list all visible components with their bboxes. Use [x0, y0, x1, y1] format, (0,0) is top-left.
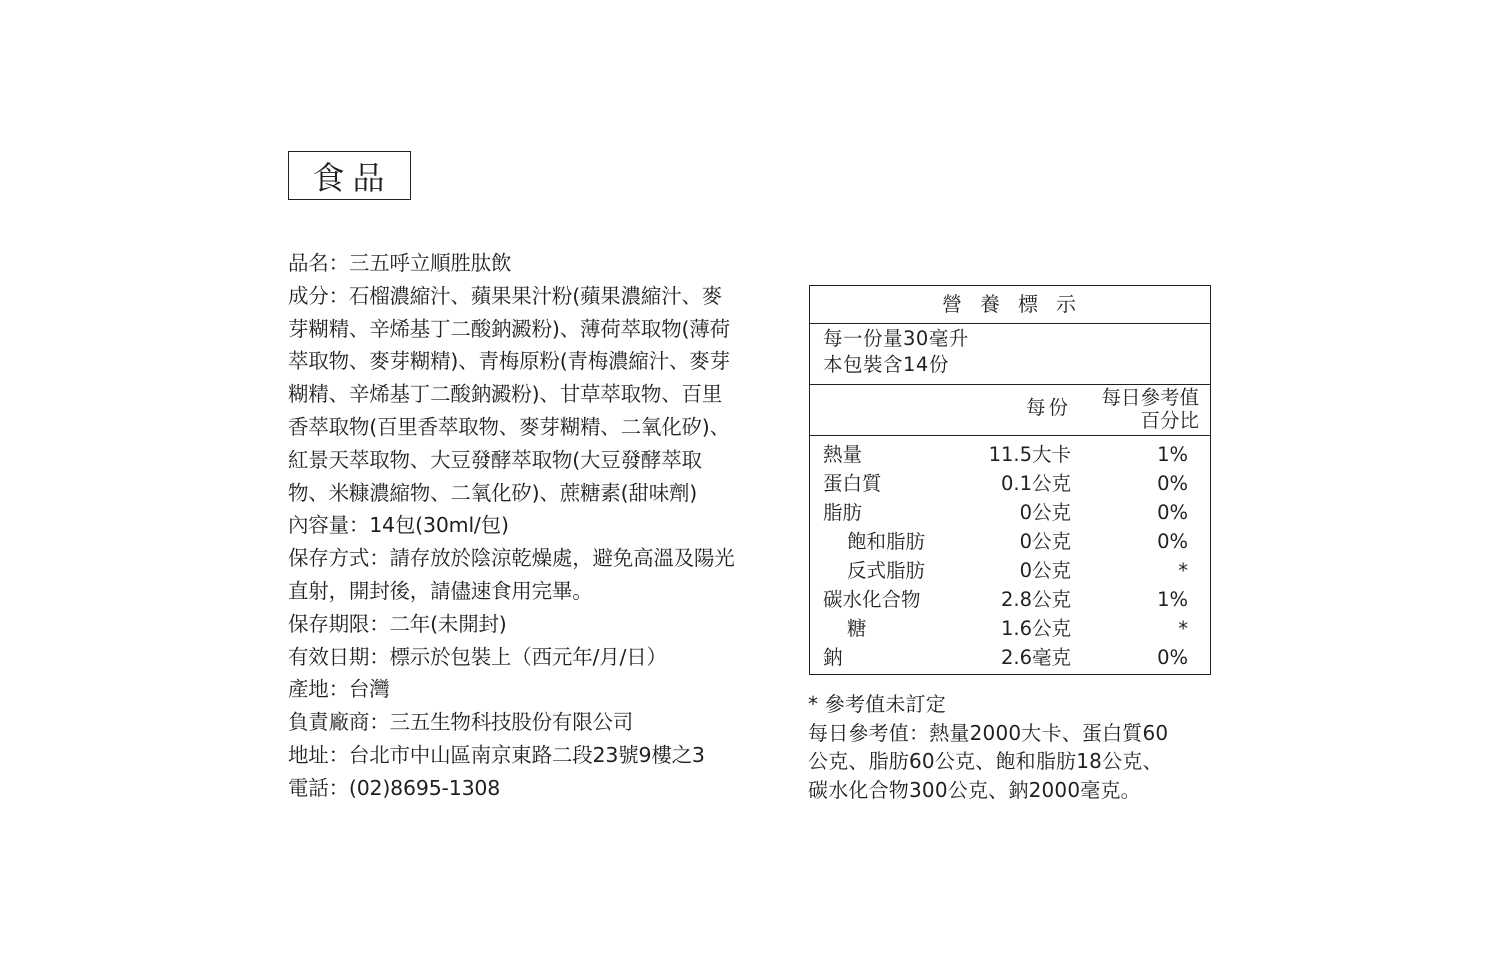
nutrient-daily-value: 0% [1157, 530, 1188, 553]
nutrient-per-serving: 0公克 [1019, 530, 1071, 553]
ingredients-line: 芽糊精、辛烯基丁二酸鈉澱粉)、薄荷萃取物(薄荷 [288, 316, 730, 341]
ingredients-line: 香萃取物(百里香萃取物、麥芽糊精、二氧化矽)、 [288, 414, 730, 439]
storage-method: 直射，開封後，請儘速食用完畢。 [288, 578, 593, 603]
nutrient-name: 脂肪 [823, 501, 863, 524]
nutrient-per-serving: 2.8公克 [1000, 588, 1071, 611]
footnote-daily-values: 每日參考值：熱量2000大卡、蛋白質60 [808, 720, 1169, 745]
nutrient-daily-value: * [1178, 617, 1188, 640]
nutrient-row [810, 527, 1210, 556]
expiry-date: 有效日期：標示於包裝上（西元年/月/日） [288, 644, 667, 669]
nutrient-daily-value: 0% [1157, 501, 1188, 524]
nutrient-row [810, 469, 1210, 498]
nutrient-row [810, 585, 1210, 614]
servings-per-pack: 本包裝含14份 [823, 353, 949, 376]
nutrition-rows [810, 436, 1210, 672]
nutrition-footnote [808, 690, 1228, 804]
nutrient-name: 糖 [847, 617, 867, 640]
ingredients-line: 萃取物、麥芽糊精)、青梅原粉(青梅濃縮汁、麥芽 [288, 349, 730, 374]
nutrient-per-serving: 2.6毫克 [1000, 646, 1071, 669]
nutrient-name: 蛋白質 [823, 472, 882, 495]
ingredients-line: 成分：石榴濃縮汁、蘋果果汁粉(蘋果濃縮汁、麥 [288, 283, 723, 308]
nutrient-per-serving: 11.5大卡 [988, 443, 1071, 466]
nutrition-facts-table [809, 285, 1211, 675]
nutrient-daily-value: 1% [1157, 588, 1188, 611]
ingredients-line: 糊精、辛烯基丁二酸鈉澱粉)、甘草萃取物、百里 [288, 382, 723, 407]
nutrient-row [810, 614, 1210, 643]
address: 地址：台北市中山區南京東路二段23號9樓之3 [288, 742, 705, 767]
product-name: 品名：三五呼立順胜肽飲 [288, 251, 512, 275]
nutrient-name: 鈉 [823, 646, 843, 669]
footnote-daily-values: 碳水化合物300公克、鈉2000毫克。 [808, 777, 1141, 802]
nutrient-row [810, 556, 1210, 585]
footnote-asterisk: * 參考值未訂定 [808, 692, 946, 716]
storage-method: 保存方式：請存放於陰涼乾燥處，避免高溫及陽光 [288, 546, 735, 571]
nutrient-per-serving: 0.1公克 [1000, 472, 1071, 495]
product-info [288, 247, 778, 805]
nutrient-daily-value: * [1178, 559, 1188, 582]
origin: 產地：台灣 [288, 677, 390, 702]
ingredients-line: 紅景天萃取物、大豆發酵萃取物(大豆發酵萃取 [288, 447, 702, 472]
serving-size: 每一份量30毫升 [823, 327, 969, 350]
nutrition-header [810, 385, 1210, 436]
nutrition-title: 營養標示 [810, 286, 1210, 324]
daily-value-header [1101, 386, 1199, 432]
nutrient-daily-value: 0% [1157, 472, 1188, 495]
nutrient-name: 碳水化合物 [823, 588, 921, 611]
nutrient-name: 反式脂肪 [847, 559, 926, 582]
nutrient-daily-value: 1% [1157, 443, 1188, 466]
serving-info [810, 324, 1210, 385]
footnote-daily-values: 公克、脂肪60公克、飽和脂肪18公克、 [808, 749, 1163, 773]
daily-value-header-line2: 百分比 [1140, 409, 1199, 432]
nutrient-per-serving: 0公克 [1019, 501, 1071, 524]
manufacturer: 負責廠商：三五生物科技股份有限公司 [288, 710, 634, 735]
ingredients-line: 物、米糠濃縮物、二氧化矽)、蔗糖素(甜味劑) [288, 480, 698, 505]
net-content: 內容量：14包(30ml/包) [288, 513, 509, 538]
nutrient-daily-value: 0% [1157, 646, 1188, 669]
shelf-life: 保存期限：二年(未開封) [288, 611, 507, 636]
phone: 電話：(02)8695-1308 [288, 775, 501, 800]
nutrient-name: 熱量 [823, 443, 863, 466]
nutrient-name: 飽和脂肪 [847, 530, 926, 553]
daily-value-header-line1: 每日參考值 [1101, 386, 1199, 409]
nutrient-per-serving: 0公克 [1019, 559, 1071, 582]
nutrient-row [810, 498, 1210, 527]
food-category-tag: 食品 [288, 151, 411, 200]
nutrient-row [810, 643, 1210, 672]
nutrient-per-serving: 1.6公克 [1000, 617, 1071, 640]
nutrient-row [810, 440, 1210, 469]
per-serving-header: 每份 [1025, 396, 1071, 419]
